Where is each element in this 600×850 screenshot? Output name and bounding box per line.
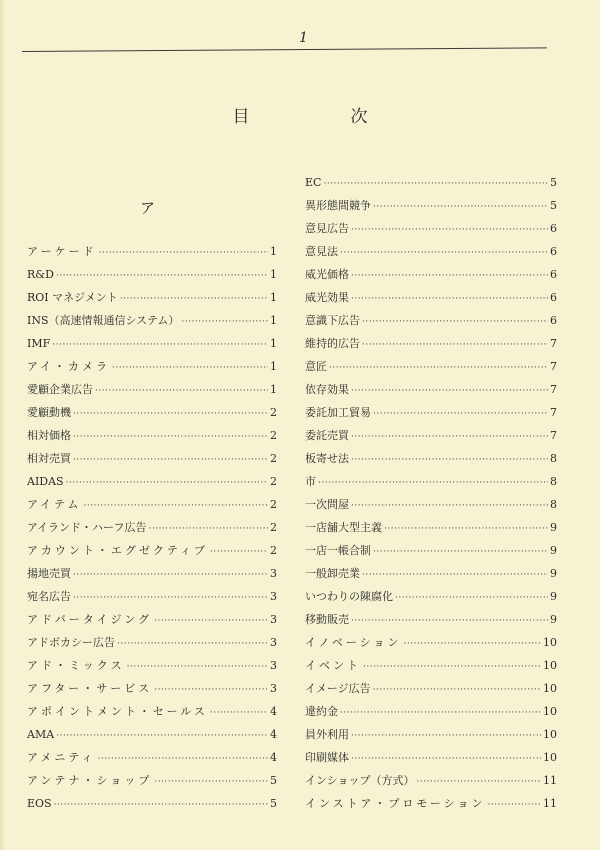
dot-leader xyxy=(351,426,548,449)
index-entry xyxy=(27,286,277,309)
index-entry-term: 一店舗大型主義 xyxy=(305,521,382,534)
dot-leader xyxy=(112,357,268,380)
index-entry xyxy=(27,700,277,723)
page-title: 目 次 xyxy=(232,107,410,127)
dot-leader xyxy=(73,426,268,449)
dot-leader xyxy=(351,748,541,771)
index-entry-page: 10 xyxy=(543,682,557,695)
dot-leader xyxy=(363,656,541,679)
page-edge-shadow xyxy=(0,0,6,850)
index-entry-page: 2 xyxy=(270,544,277,557)
index-entry-page: 3 xyxy=(270,590,277,603)
index-entry xyxy=(305,424,557,447)
dot-leader xyxy=(52,334,268,357)
index-entry xyxy=(27,746,277,769)
index-entry-term: アイ・カメラ xyxy=(27,360,111,373)
index-entry-term: R&D xyxy=(27,268,54,281)
index-entry xyxy=(27,493,277,516)
dot-leader xyxy=(54,794,268,817)
index-entry-term: アド・ミックス xyxy=(27,659,125,672)
dot-leader xyxy=(362,334,548,357)
index-entry xyxy=(305,194,557,217)
index-entry-term: アメニティ xyxy=(27,751,96,764)
index-entry-page: 6 xyxy=(550,314,557,327)
index-entry-term: 維持的広告 xyxy=(305,337,360,350)
index-entry-term: 板寄せ法 xyxy=(305,452,349,465)
dot-leader xyxy=(362,564,548,587)
index-entry-page: 6 xyxy=(550,291,557,304)
index-entry-term: INS（高速情報通信システム） xyxy=(27,314,180,327)
index-entry-page: 5 xyxy=(270,774,277,787)
index-entry-term: 違約金 xyxy=(305,705,338,718)
dot-leader xyxy=(373,541,548,564)
index-entry-page: 3 xyxy=(270,636,277,649)
index-entry-page: 10 xyxy=(543,705,557,718)
dot-leader xyxy=(73,403,268,426)
index-entry-term: アカウント・エグゼクティブ xyxy=(27,544,209,557)
index-entry-page: 2 xyxy=(270,521,277,534)
index-entry-term: 印刷媒体 xyxy=(305,751,349,764)
dot-leader xyxy=(351,288,548,311)
dot-leader xyxy=(487,794,541,817)
index-entry-page: 2 xyxy=(270,498,277,511)
index-entry-page: 8 xyxy=(550,452,557,465)
index-entry-term: アポイントメント・セールス xyxy=(27,705,208,718)
dot-leader xyxy=(362,311,548,334)
dot-leader xyxy=(395,587,548,610)
index-entry-page: 7 xyxy=(550,360,557,373)
index-entry xyxy=(27,378,277,401)
index-entry xyxy=(27,723,277,746)
index-entry xyxy=(305,217,557,240)
index-entry xyxy=(27,470,277,493)
index-entry-term: 威光効果 xyxy=(305,291,349,304)
index-entry xyxy=(305,447,557,470)
index-entry-page: 3 xyxy=(270,659,277,672)
index-entry-page: 1 xyxy=(270,245,277,258)
dot-leader xyxy=(56,725,268,748)
index-entry-term: 移動販売 xyxy=(305,613,349,626)
dot-leader xyxy=(351,380,548,403)
index-entry-page: 1 xyxy=(270,337,277,350)
dot-leader xyxy=(351,725,541,748)
dot-leader xyxy=(373,679,541,702)
index-entry-page: 7 xyxy=(550,337,557,350)
index-entry xyxy=(305,608,557,631)
index-entry-term: アイテム xyxy=(27,498,82,511)
dot-leader xyxy=(323,173,548,196)
index-entry-term: 揚地売買 xyxy=(27,567,71,580)
index-entry-term: アドバータイジング xyxy=(27,613,153,626)
dot-leader xyxy=(73,587,268,610)
dot-leader xyxy=(340,702,541,725)
index-entry-term: 委託加工貿易 xyxy=(305,406,371,419)
dot-leader xyxy=(127,656,268,679)
index-entry-page: 11 xyxy=(543,797,557,810)
index-entry xyxy=(305,470,557,493)
index-entry-term: 一般卸売業 xyxy=(305,567,360,580)
index-entry-term: 意見広告 xyxy=(305,222,349,235)
index-entry-term: 意匠 xyxy=(305,360,327,373)
index-entry xyxy=(305,585,557,608)
index-column-left xyxy=(27,240,277,815)
index-entry-term: アーケード xyxy=(27,245,97,258)
index-entry-term: 宛名広告 xyxy=(27,590,71,603)
index-entry-page: 1 xyxy=(270,314,277,327)
index-entry-term: ROI マネジメント xyxy=(27,291,118,304)
dot-leader xyxy=(329,357,548,380)
dot-leader xyxy=(120,288,268,311)
dot-leader xyxy=(373,196,548,219)
index-entry-page: 9 xyxy=(550,521,557,534)
index-entry xyxy=(305,355,557,378)
index-entry xyxy=(305,240,557,263)
dot-leader xyxy=(403,633,541,656)
index-entry-term: アフター・サービス xyxy=(27,682,153,695)
index-entry xyxy=(305,263,557,286)
header-rule xyxy=(22,47,547,52)
index-entry-term: 依存効果 xyxy=(305,383,349,396)
index-entry-term: AIDAS xyxy=(27,475,64,488)
dot-leader xyxy=(210,541,268,564)
index-entry-page: 6 xyxy=(550,245,557,258)
index-entry-term: 意見法 xyxy=(305,245,338,258)
index-entry-page: 10 xyxy=(543,728,557,741)
index-entry-term: 一次問屋 xyxy=(305,498,349,511)
index-entry xyxy=(27,309,277,332)
index-entry xyxy=(27,769,277,792)
index-entry xyxy=(305,631,557,654)
index-entry xyxy=(27,608,277,631)
index-entry xyxy=(27,240,277,263)
index-entry-term: AMA xyxy=(27,728,55,741)
dot-leader xyxy=(318,472,548,495)
index-entry xyxy=(305,493,557,516)
index-entry xyxy=(27,263,277,286)
dot-leader xyxy=(181,311,268,334)
index-entry-page: 5 xyxy=(550,176,557,189)
dot-leader xyxy=(351,610,548,633)
index-entry-page: 9 xyxy=(550,544,557,557)
index-entry-term: 員外利用 xyxy=(305,728,349,741)
dot-leader xyxy=(73,564,268,587)
index-entry-page: 4 xyxy=(270,751,277,764)
index-entry xyxy=(305,654,557,677)
index-entry xyxy=(27,424,277,447)
index-entry xyxy=(305,562,557,585)
dot-leader xyxy=(97,748,268,771)
dot-leader xyxy=(340,242,548,265)
index-entry xyxy=(27,401,277,424)
index-entry xyxy=(305,378,557,401)
index-entry-term: アンテナ・ショップ xyxy=(27,774,153,787)
index-entry-page: 1 xyxy=(270,383,277,396)
dot-leader xyxy=(56,265,268,288)
index-entry xyxy=(27,332,277,355)
index-entry xyxy=(305,309,557,332)
index-entry-page: 7 xyxy=(550,406,557,419)
index-entry xyxy=(27,631,277,654)
index-entry-term: 委託売買 xyxy=(305,429,349,442)
index-entry xyxy=(27,539,277,562)
index-entry xyxy=(305,792,557,815)
index-entry-page: 8 xyxy=(550,498,557,511)
index-entry xyxy=(305,677,557,700)
index-entry-page: 5 xyxy=(270,797,277,810)
index-entry-page: 10 xyxy=(543,636,557,649)
index-entry-term: アイランド・ハーフ広告 xyxy=(27,521,147,534)
index-entry-page: 3 xyxy=(270,613,277,626)
index-entry-term: インストア・プロモーション xyxy=(305,797,486,810)
index-entry xyxy=(27,447,277,470)
index-entry-page: 9 xyxy=(550,613,557,626)
index-entry-term: 異形態間競争 xyxy=(305,199,371,212)
index-entry-term: イノベーション xyxy=(305,636,402,649)
dot-leader xyxy=(351,219,548,242)
index-entry-page: 11 xyxy=(543,774,557,787)
index-entry-term: イメージ広告 xyxy=(305,682,371,695)
index-entry-term: 威光価格 xyxy=(305,268,349,281)
index-entry-page: 2 xyxy=(270,429,277,442)
index-entry-page: 3 xyxy=(270,567,277,580)
index-entry-page: 7 xyxy=(550,429,557,442)
index-entry-page: 4 xyxy=(270,705,277,718)
dot-leader xyxy=(154,771,268,794)
dot-leader xyxy=(417,771,541,794)
index-entry xyxy=(305,700,557,723)
index-entry xyxy=(305,516,557,539)
index-entry xyxy=(27,792,277,815)
section-heading-a: ア xyxy=(140,199,156,217)
dot-leader xyxy=(66,472,268,495)
index-entry-page: 7 xyxy=(550,383,557,396)
dot-leader xyxy=(148,518,268,541)
index-entry-term: EOS xyxy=(27,797,52,810)
dot-leader xyxy=(351,449,548,472)
index-entry-term: アドボカシー広告 xyxy=(27,636,115,649)
index-entry-page: 2 xyxy=(270,452,277,465)
index-entry xyxy=(305,723,557,746)
dot-leader xyxy=(384,518,548,541)
dot-leader xyxy=(373,403,548,426)
dot-leader xyxy=(73,449,268,472)
index-entry-term: EC xyxy=(305,176,322,189)
index-entry-page: 3 xyxy=(270,682,277,695)
index-entry-page: 2 xyxy=(270,406,277,419)
index-entry-page: 9 xyxy=(550,567,557,580)
index-entry-term: インショップ（方式） xyxy=(305,774,415,787)
index-entry-page: 10 xyxy=(543,659,557,672)
index-entry xyxy=(27,654,277,677)
index-entry xyxy=(305,746,557,769)
index-entry-term: 愛顧企業広告 xyxy=(27,383,93,396)
index-entry-page: 9 xyxy=(550,590,557,603)
dot-leader xyxy=(351,265,548,288)
index-entry-term: イベント xyxy=(305,659,361,672)
index-entry-term: いつわりの陳腐化 xyxy=(305,590,393,603)
index-column-right xyxy=(305,171,557,815)
index-entry xyxy=(27,516,277,539)
index-entry-page: 8 xyxy=(550,475,557,488)
index-entry-term: 愛顧動機 xyxy=(27,406,71,419)
dot-leader xyxy=(351,495,548,518)
index-entry-term: 市 xyxy=(305,475,316,488)
index-entry-page: 6 xyxy=(550,222,557,235)
dot-leader xyxy=(83,495,268,518)
index-entry-term: 相対売買 xyxy=(27,452,71,465)
index-entry xyxy=(305,539,557,562)
index-entry xyxy=(27,677,277,700)
index-entry xyxy=(27,355,277,378)
index-entry xyxy=(27,562,277,585)
dot-leader xyxy=(154,679,268,702)
dot-leader xyxy=(95,380,268,403)
index-entry-term: 相対価格 xyxy=(27,429,71,442)
dot-leader xyxy=(99,242,268,265)
index-entry-page: 1 xyxy=(270,360,277,373)
index-entry xyxy=(305,769,557,792)
index-entry-term: IMF xyxy=(27,337,51,350)
dot-leader xyxy=(117,633,268,656)
index-entry-page: 2 xyxy=(270,475,277,488)
index-entry-term: 意識下広告 xyxy=(305,314,360,327)
page-number: 1 xyxy=(299,30,309,46)
index-entry-page: 5 xyxy=(550,199,557,212)
index-entry xyxy=(27,585,277,608)
index-entry xyxy=(305,286,557,309)
dot-leader xyxy=(154,610,268,633)
index-entry-page: 1 xyxy=(270,291,277,304)
dot-leader xyxy=(210,702,268,725)
index-entry xyxy=(305,401,557,424)
index-entry xyxy=(305,171,557,194)
index-entry-term: 一店一帳合制 xyxy=(305,544,371,557)
index-entry-page: 6 xyxy=(550,268,557,281)
index-entry xyxy=(305,332,557,355)
index-entry-page: 10 xyxy=(543,751,557,764)
index-entry-page: 1 xyxy=(270,268,277,281)
index-entry-page: 4 xyxy=(270,728,277,741)
